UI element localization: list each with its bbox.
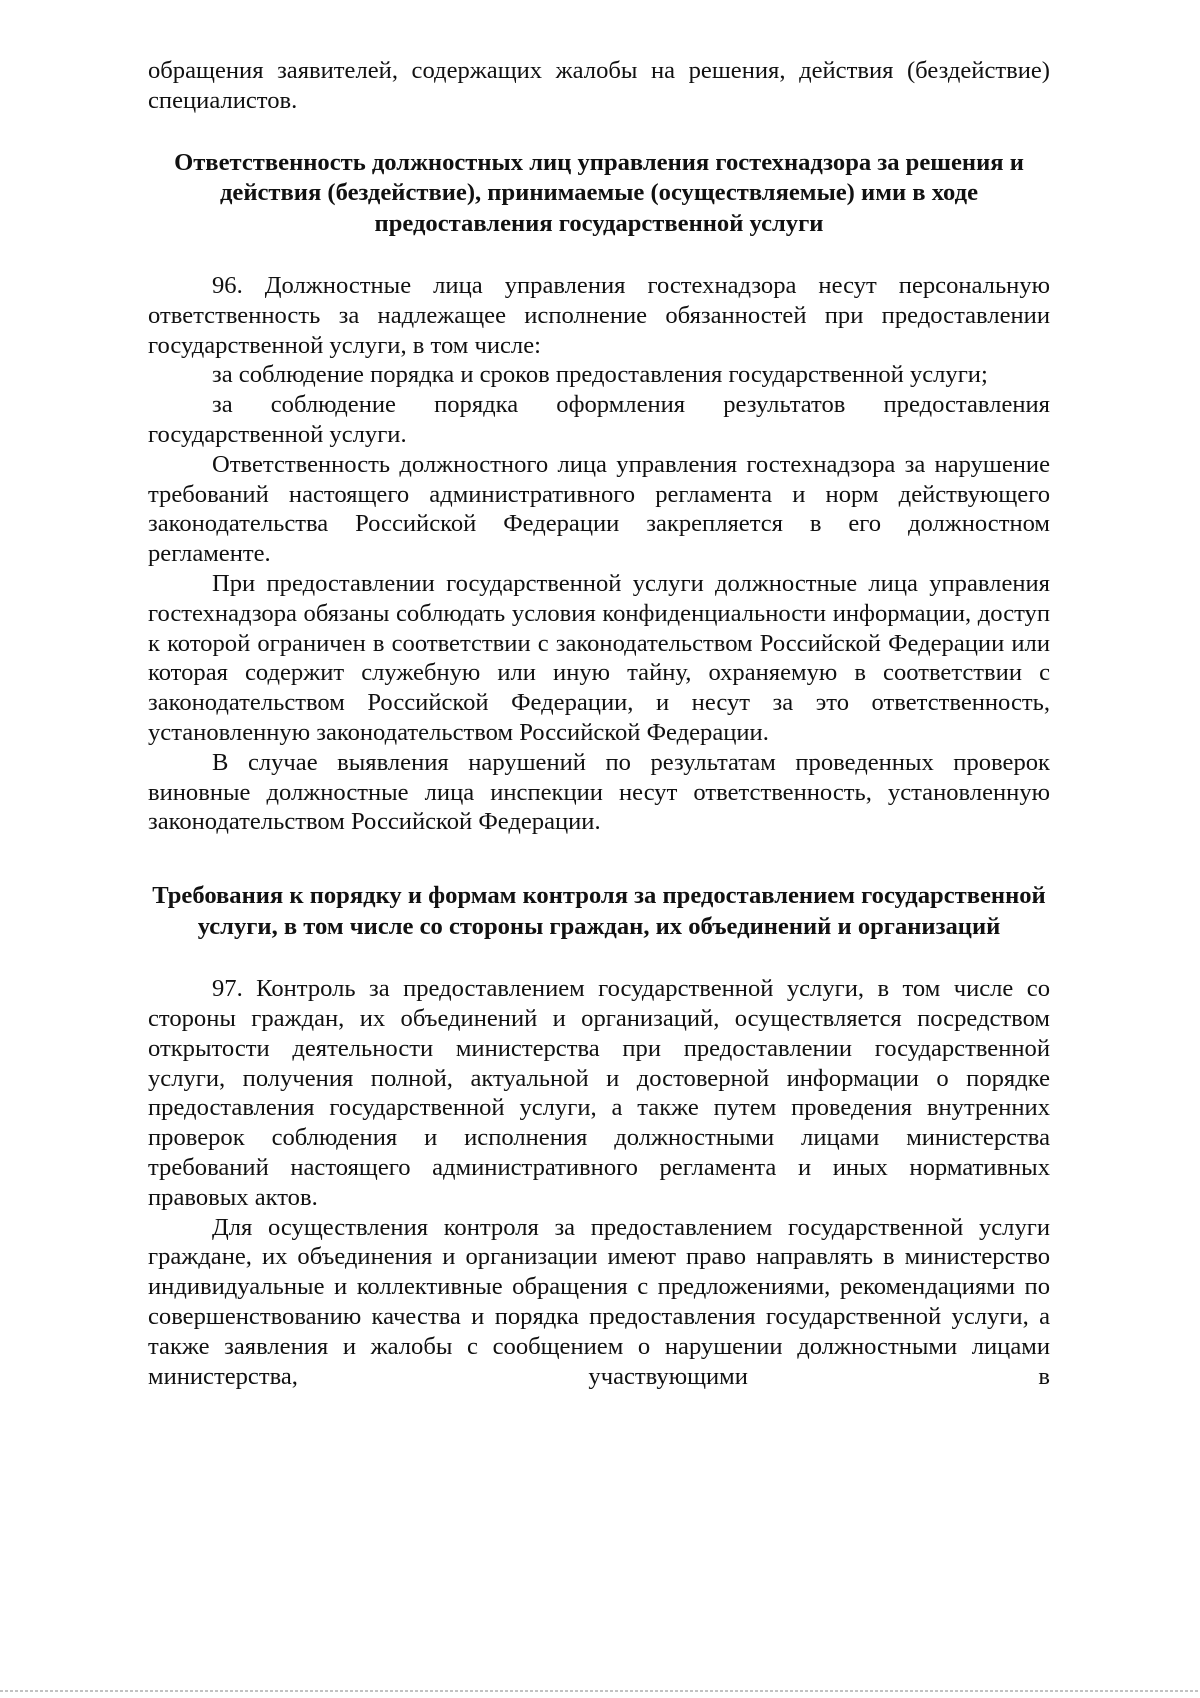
document-page xyxy=(148,56,1050,1391)
paragraph-96-item-b: за соблюдение порядка оформления результатов предоставления государственной услуги. xyxy=(148,391,1050,449)
paragraph-96-confidentiality: При предоставлении государственной услуги должностные лица управления гостехнадзора обязаны соблюдать условия конфиденциальности информации, доступ к которой ограничен в соответствии с законодательством Российской Федерации или которая содержит служебную или иную тайну, охраняемую в соответствии с законодательством Российской Федерации, и несут за это ответственность, установленную законодательством Российской Федерации. xyxy=(148,570,1050,747)
paragraph-97: 97. Контроль за предоставлением государственной услуги, в том числе со стороны граждан, их объединений и организаций, осуществляется посредством открытости деятельности министерства при предоставлении государственной услуги, получения полной, актуальной и достоверной информации о порядке предоставления государственной услуги, а также путем проведения внутренних проверок соблюдения и исполнения должностными лицами министерства требований настоящего административного регламента и иных нормативных правовых актов. xyxy=(148,975,1050,1211)
section-heading-responsibility: Ответственность должностных лиц управления гостехнадзора за решения и действия (бездействие), принимаемые (осуществляемые) ими в ходе предоставления государственной услуги xyxy=(174,148,1024,237)
page-bottom-edge xyxy=(0,1690,1200,1692)
paragraph-96-responsibility: Ответственность должностного лица управления гостехнадзора за нарушение требований настоящего административного регламента и норм действующего законодательства Российской Федерации закрепляется в его должностном регламенте. xyxy=(148,450,1050,568)
intro-paragraph: обращения заявителей, содержащих жалобы на решения, действия (бездействие) специалистов. xyxy=(148,57,1050,114)
section-heading-control: Требования к порядку и формам контроля за предоставлением государственной услуги, в том числе со стороны граждан, их объединений и организаций xyxy=(152,882,1046,940)
paragraph-97-citizens-control: Для осуществления контроля за предоставлением государственной услуги граждане, их объединения и организации имеют право направлять в министерство индивидуальные и коллективные обращения с предложениями, рекомендациями по совершенствованию качества и порядка предоставления государственной услуги, а также заявления и жалобы с сообщением о нарушении должностными лицами министерства, участвующими в xyxy=(148,1213,1050,1390)
paragraph-96-violations: В случае выявления нарушений по результатам проведенных проверок виновные должностные лица инспекции несут ответственность, установленную законодательством Российской Федерации. xyxy=(148,748,1050,836)
paragraph-96: 96. Должностные лица управления гостехнадзора несут персональную ответственность за надлежащее исполнение обязанностей при предоставлении государственной услуги, в том числе: xyxy=(148,272,1050,359)
paragraph-96-item-a: за соблюдение порядка и сроков предоставления государственной услуги; xyxy=(212,361,988,389)
